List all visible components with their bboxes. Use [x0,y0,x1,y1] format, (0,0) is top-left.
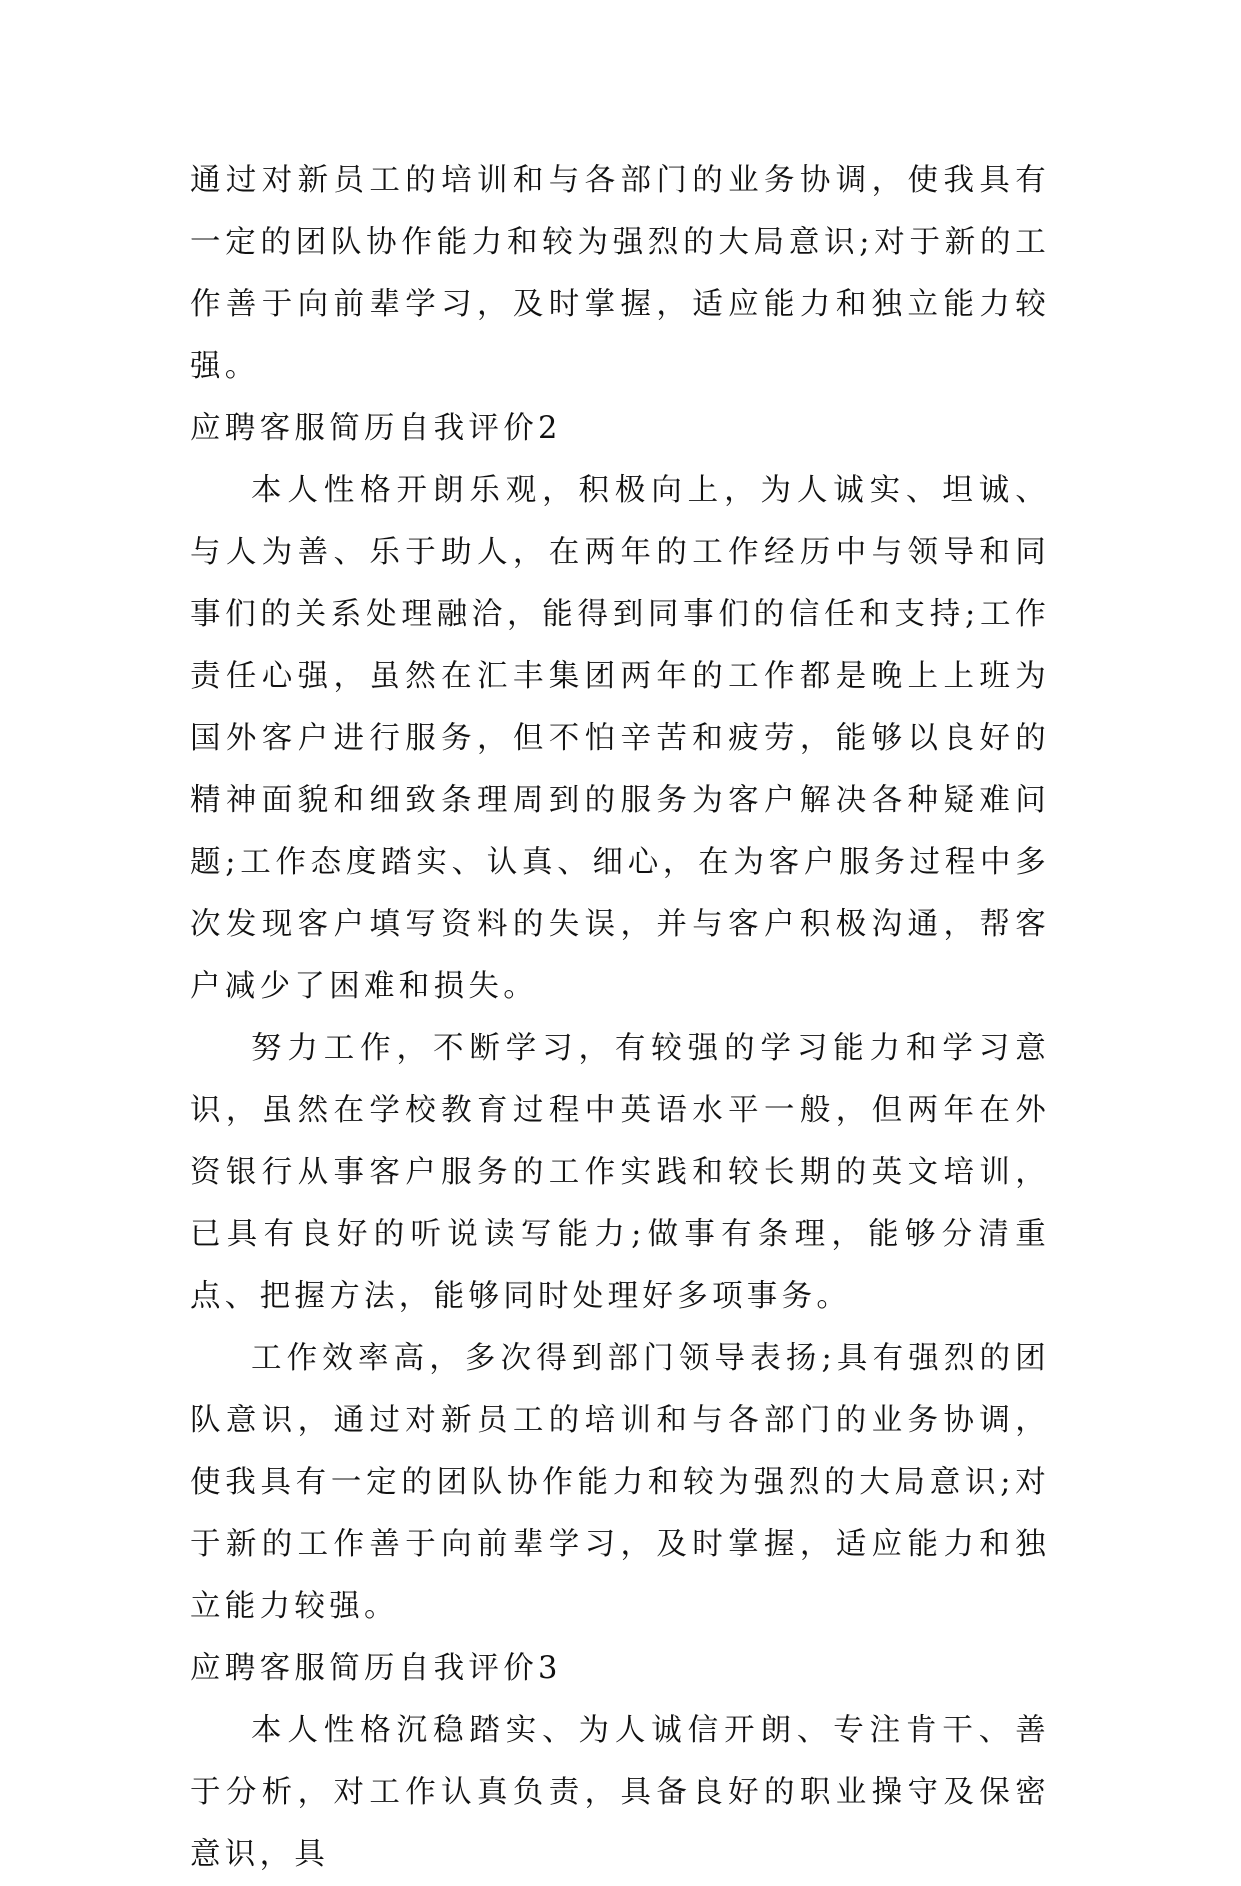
section-heading-2: 应聘客服简历自我评价2 [190,411,562,446]
paragraph-continued: 通过对新员工的培训和与各部门的业务协调，使我具有一定的团队协作能力和较为强烈的大局意识;对于新的工作善于向前辈学习，及时掌握，适应能力和独立能力较强。 [190,163,1050,384]
paragraph-character: 本人性格沉稳踏实、为人诚信开朗、专注肯干、善于分析，对工作认真负责，具备良好的职业操守及保密意识，具 [190,1713,1050,1872]
document-body [190,150,1050,1886]
paragraph-efficiency: 工作效率高，多次得到部门领导表扬;具有强烈的团队意识，通过对新员工的培训和与各部门的业务协调，使我具有一定的团队协作能力和较为强烈的大局意识;对于新的工作善于向前辈学习，及时掌握，适应能力和独立能力较强。 [190,1341,1050,1624]
paragraph-personality: 本人性格开朗乐观，积极向上，为人诚实、坦诚、与人为善、乐于助人，在两年的工作经历中与领导和同事们的关系处理融洽，能得到同事们的信任和支持;工作责任心强，虽然在汇丰集团两年的工作都是晚上上班为国外客户进行服务，但不怕辛苦和疲劳，能够以良好的精神面貌和细致条理周到的服务为客户解决各种疑难问题;工作态度踏实、认真、细心，在为客户服务过程中多次发现客户填写资料的失误，并与客户积极沟通，帮客户减少了困难和损失。 [190,473,1050,1004]
section-heading-3: 应聘客服简历自我评价3 [190,1651,562,1686]
paragraph-learning: 努力工作，不断学习，有较强的学习能力和学习意识，虽然在学校教育过程中英语水平一般，但两年在外资银行从事客户服务的工作实践和较长期的英文培训，已具有良好的听说读写能力;做事有条理，能够分清重点、把握方法，能够同时处理好多项事务。 [190,1031,1050,1314]
